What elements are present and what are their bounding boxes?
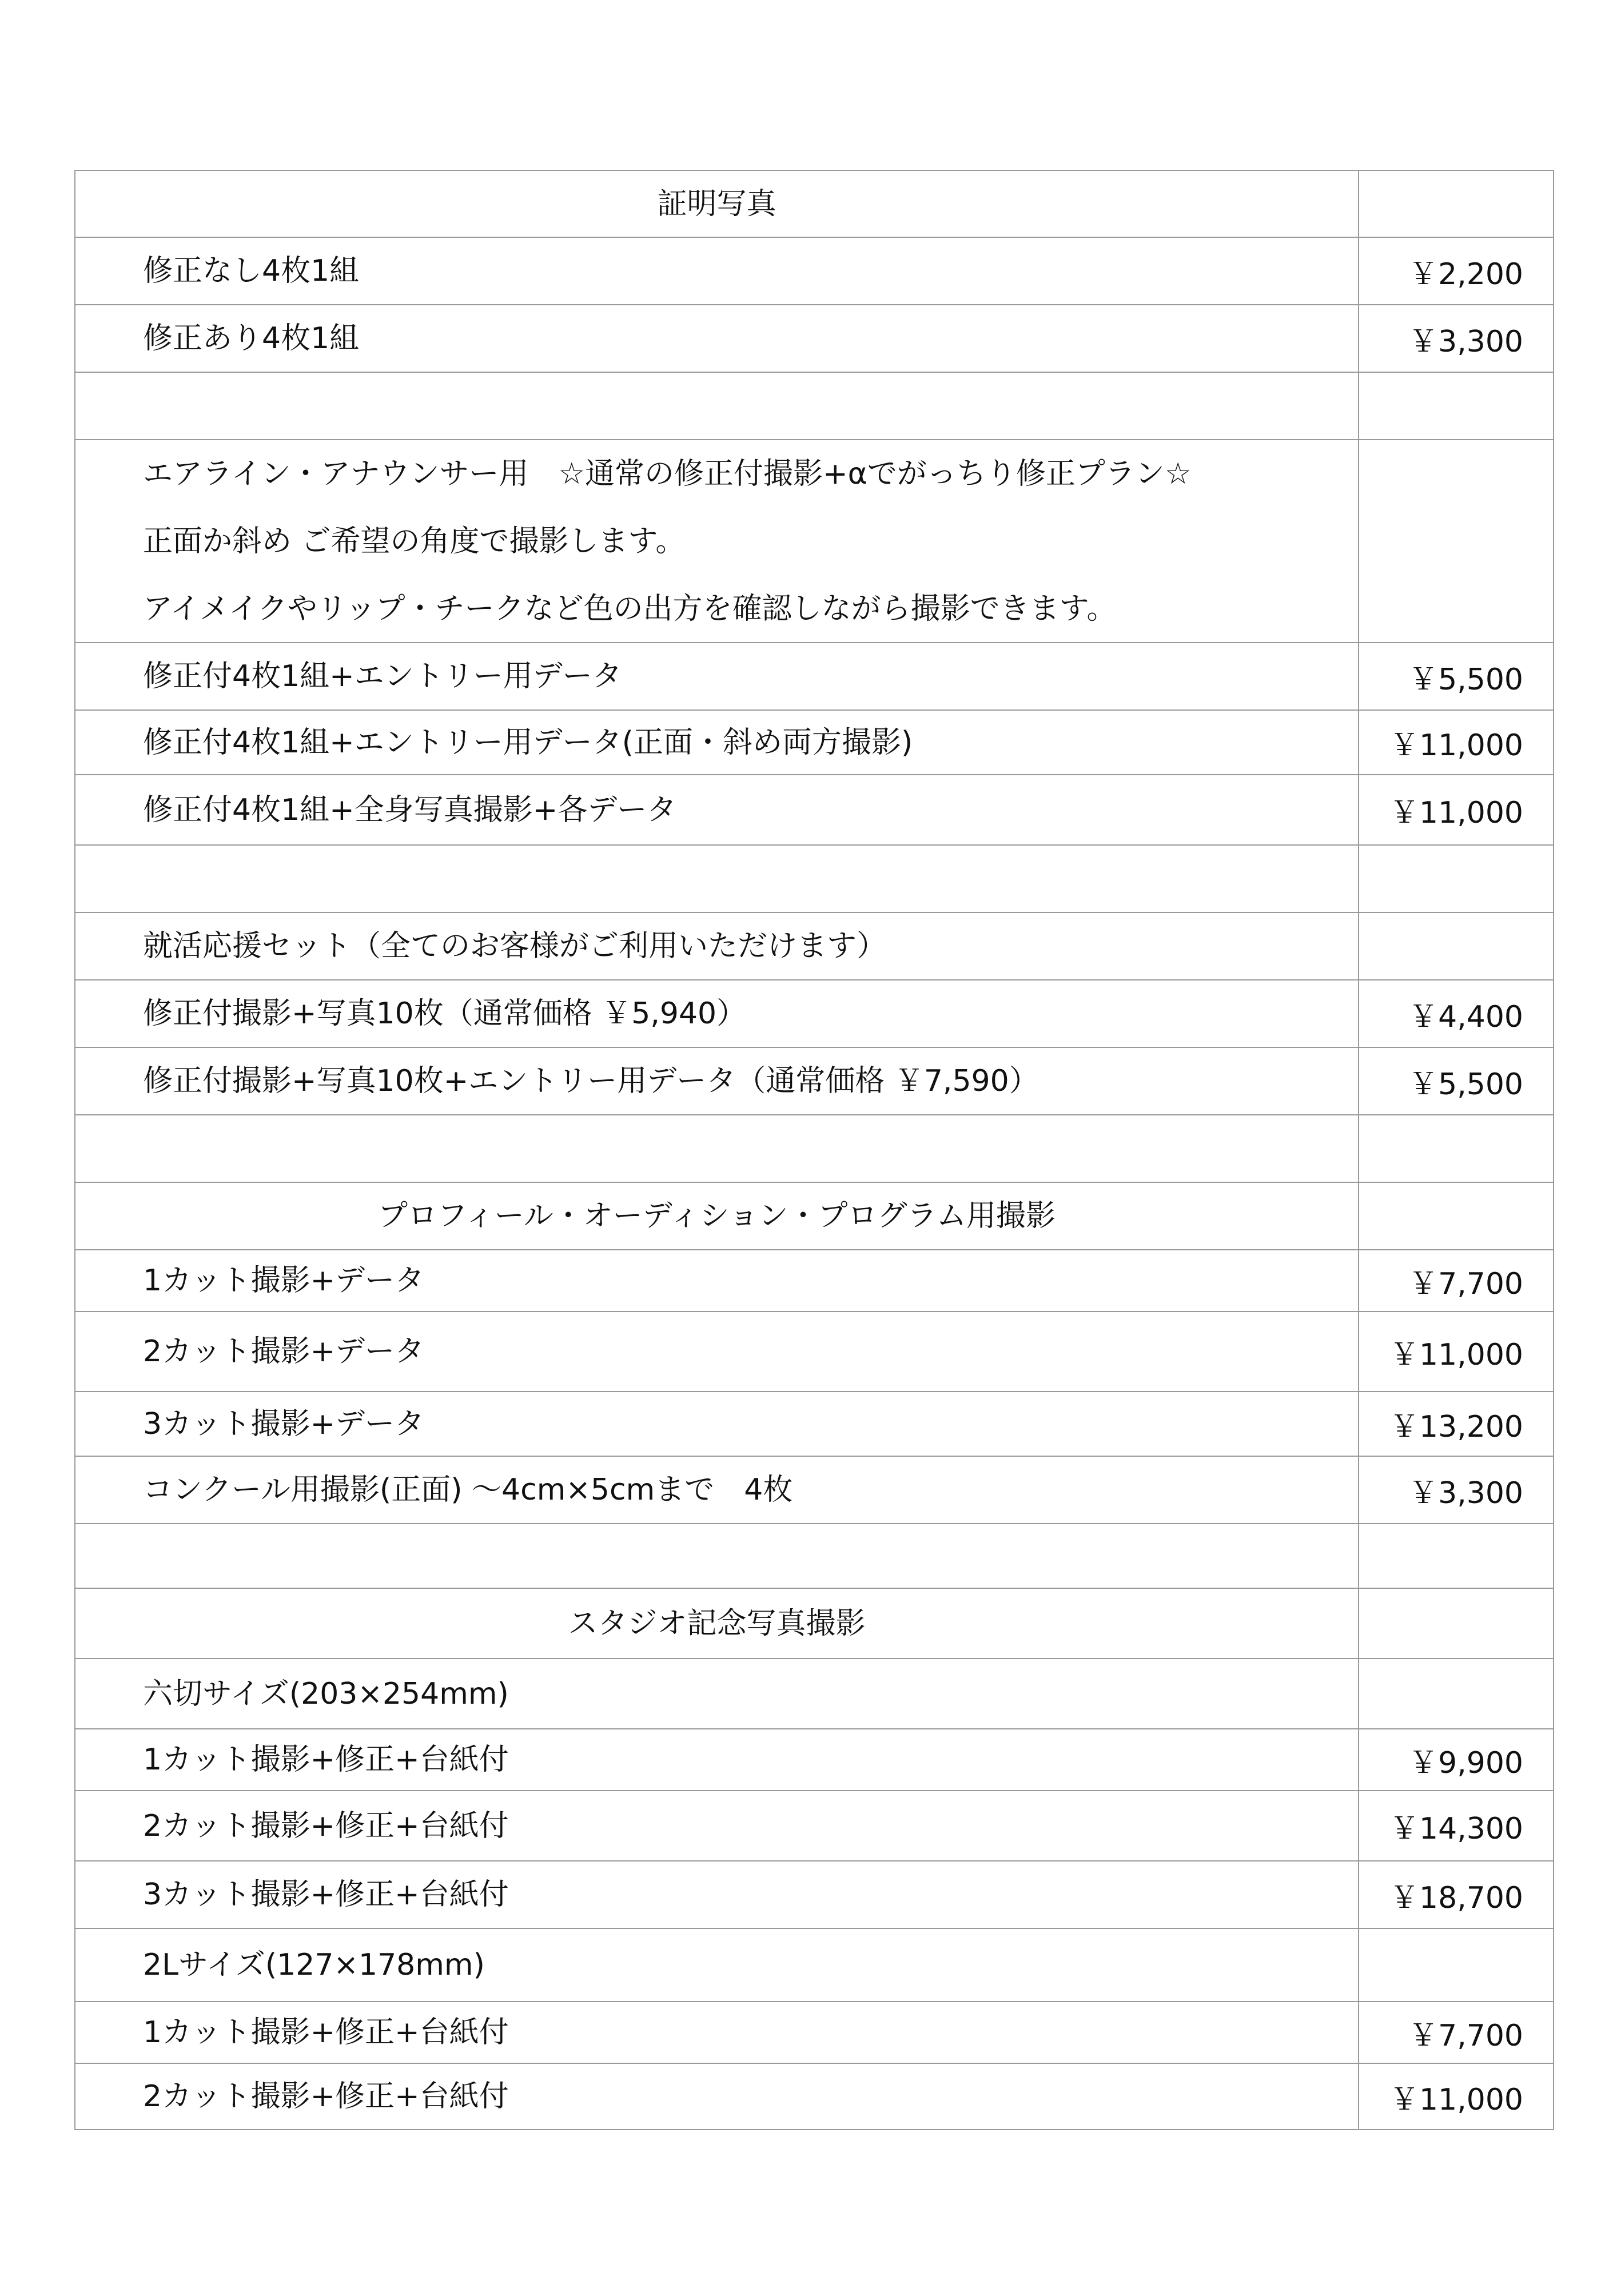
table-row [74, 1860, 1554, 1928]
price-cell [1359, 1048, 1553, 1114]
price-cell [1359, 1861, 1553, 1928]
price-cell [1359, 1791, 1553, 1860]
blank-row [74, 844, 1554, 912]
table-row [74, 1658, 1554, 1728]
item-label [75, 1861, 1359, 1928]
table-row [74, 979, 1554, 1047]
label-text: 六切サイズ(203×254mm) [143, 1676, 509, 1711]
item-label [75, 980, 1359, 1047]
item-label [75, 1457, 1359, 1523]
item-label [75, 238, 1359, 304]
note-row [74, 439, 1554, 642]
item-label [75, 440, 1359, 642]
price-value: ￥2,200 [1408, 257, 1523, 292]
label-text: 修正付撮影+写真10枚+エントリー用データ（通常価格 ￥7,590） [143, 1064, 1039, 1098]
price-cell [1359, 846, 1553, 912]
label-text: 1カット撮影+修正+台紙付 [143, 2015, 509, 2050]
label-text: 3カット撮影+修正+台紙付 [143, 1878, 509, 1912]
section-header-row [74, 170, 1554, 237]
table-row [74, 1249, 1554, 1311]
price-value: ￥11,000 [1389, 728, 1523, 763]
item-label [75, 1048, 1359, 1114]
price-value: ￥9,900 [1408, 1745, 1523, 1780]
item-label [75, 1312, 1359, 1391]
price-cell [1359, 1929, 1553, 2001]
item-label [75, 846, 1359, 912]
label-text: 1カット撮影+データ [143, 1263, 425, 1298]
item-label [75, 643, 1359, 709]
table-row [74, 1456, 1554, 1523]
price-cell [1359, 1659, 1553, 1728]
table-row [74, 1790, 1554, 1860]
table-row [74, 774, 1554, 844]
price-cell [1359, 1729, 1553, 1790]
price-cell [1359, 711, 1553, 774]
price-cell [1359, 913, 1553, 979]
blank-row [74, 1523, 1554, 1588]
label-text: 修正なし4枚1組 [143, 254, 360, 288]
table-row [74, 237, 1554, 304]
price-cell [1359, 238, 1553, 304]
blank-row [74, 1114, 1554, 1182]
item-label [75, 2002, 1359, 2063]
label-text: 3カット撮影+データ [143, 1406, 425, 1441]
section-title [75, 1589, 1359, 1658]
label-text: 証明写真 [657, 186, 776, 221]
price-cell [1359, 2064, 1553, 2129]
label-text: 2カット撮影+修正+台紙付 [143, 1808, 509, 1843]
label-text: 修正あり4枚1組 [143, 321, 360, 356]
table-row [74, 1047, 1554, 1114]
price-value: ￥7,700 [1408, 1266, 1523, 1301]
price-value: ￥5,500 [1408, 1067, 1523, 1102]
table-row [74, 304, 1554, 372]
price-value: ￥5,500 [1408, 662, 1523, 697]
price-value: ￥13,200 [1389, 1410, 1523, 1444]
item-label [75, 775, 1359, 844]
section-title [75, 171, 1359, 237]
note-line: 正面か斜め ご希望の角度で撮影します。 [143, 524, 686, 559]
item-label [75, 1929, 1359, 2001]
item-label [75, 1250, 1359, 1311]
price-value: ￥14,300 [1389, 1812, 1523, 1846]
note-line: エアライン・アナウンサー用 ☆通常の修正付撮影+αでがっちり修正プラン☆ [143, 456, 1192, 491]
price-value: ￥3,300 [1408, 1476, 1523, 1510]
item-label [75, 913, 1359, 979]
item-label [75, 373, 1359, 439]
price-cell [1359, 305, 1553, 372]
price-cell [1359, 775, 1553, 844]
price-table [74, 170, 1554, 2130]
table-row [74, 642, 1554, 709]
label-text: コンクール用撮影(正面) ～4cm×5cmまで 4枚 [143, 1473, 793, 1507]
blank-row [74, 372, 1554, 439]
label-text: 2カット撮影+修正+台紙付 [143, 2079, 509, 2114]
label-text: 1カット撮影+修正+台紙付 [143, 1743, 509, 1777]
item-label [75, 1659, 1359, 1728]
price-cell [1359, 1115, 1553, 1182]
price-cell [1359, 643, 1553, 709]
price-value: ￥4,400 [1408, 999, 1523, 1034]
item-label [75, 1115, 1359, 1182]
price-value: ￥11,000 [1389, 2082, 1523, 2117]
label-text: 2カット撮影+データ [143, 1334, 425, 1369]
label-text: 修正付4枚1組+エントリー用データ [143, 659, 622, 693]
price-value: ￥11,000 [1389, 796, 1523, 830]
item-label [75, 1524, 1359, 1588]
price-cell [1359, 1524, 1553, 1588]
price-cell [1359, 1392, 1553, 1456]
item-label [75, 711, 1359, 774]
price-value: ￥7,700 [1408, 2018, 1523, 2053]
price-cell [1359, 1589, 1553, 1658]
label-text: 修正付撮影+写真10枚（通常価格 ￥5,940） [143, 996, 747, 1031]
table-row [74, 2001, 1554, 2063]
label-text: 修正付4枚1組+エントリー用データ(正面・斜め両方撮影) [143, 725, 913, 760]
table-row [74, 1928, 1554, 2001]
price-value: ￥11,000 [1389, 1337, 1523, 1372]
item-label [75, 1729, 1359, 1790]
price-cell [1359, 1312, 1553, 1391]
price-cell [1359, 2002, 1553, 2063]
item-label [75, 305, 1359, 372]
price-cell [1359, 980, 1553, 1047]
price-cell [1359, 171, 1553, 237]
price-cell [1359, 1457, 1553, 1523]
table-row [74, 2063, 1554, 2130]
section-title [75, 1183, 1359, 1249]
section-header-row [74, 1588, 1554, 1658]
table-row [74, 1311, 1554, 1391]
label-text: 就活応援セット（全てのお客様がご利用いただけます） [143, 929, 887, 963]
section-header-row [74, 1182, 1554, 1249]
price-cell [1359, 1250, 1553, 1311]
price-value: ￥3,300 [1408, 324, 1523, 359]
table-row [74, 709, 1554, 774]
price-cell [1359, 440, 1553, 642]
label-text: 修正付4枚1組+全身写真撮影+各データ [143, 792, 677, 827]
label-text: スタジオ記念写真撮影 [568, 1606, 866, 1641]
price-cell [1359, 373, 1553, 439]
label-text: 2Lサイズ(127×178mm) [143, 1948, 485, 1982]
label-text: プロフィール・オーディション・プログラム用撮影 [377, 1199, 1056, 1233]
item-label [75, 1791, 1359, 1860]
item-label [75, 1392, 1359, 1456]
table-row [74, 912, 1554, 979]
price-cell [1359, 1183, 1553, 1249]
table-row [74, 1728, 1554, 1790]
price-value: ￥18,700 [1389, 1880, 1523, 1915]
item-label [75, 2064, 1359, 2129]
table-row [74, 1391, 1554, 1456]
note-line: アイメイクやリップ・チークなど色の出方を確認しながら撮影できます。 [143, 591, 1117, 626]
